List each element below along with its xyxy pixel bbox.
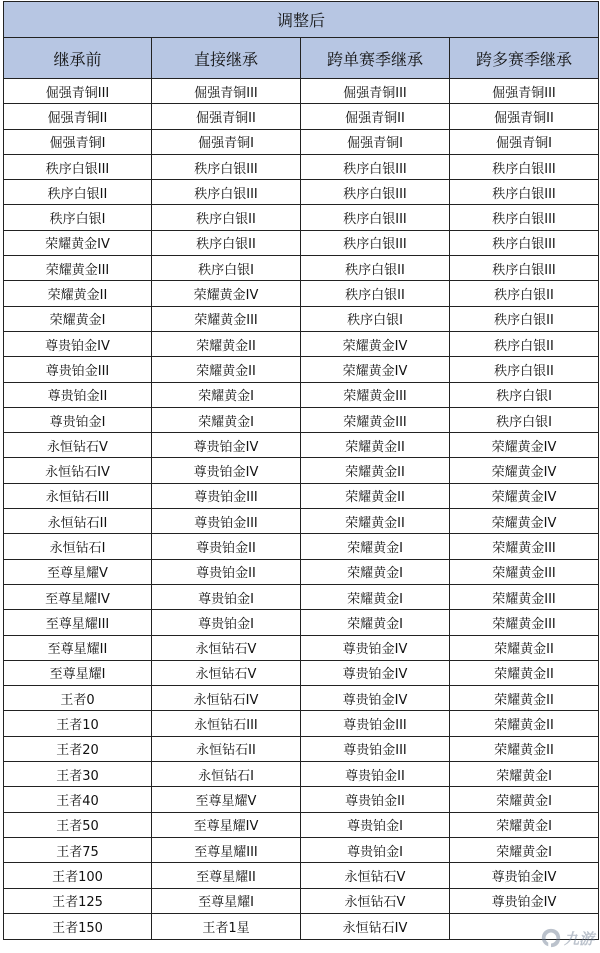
table-row: [4, 914, 598, 939]
table-cell: 永恒钻石III: [4, 484, 152, 508]
table-row: [4, 509, 598, 534]
table-cell: 秩序白银III: [4, 155, 152, 179]
table-cell: 至尊星耀II: [4, 636, 152, 660]
table-cell: 荣耀黄金II: [301, 509, 450, 533]
jiuyou-logo-icon: [540, 927, 562, 949]
table-cell: 荣耀黄金I: [152, 383, 301, 407]
table-cell: 秩序白银II: [494, 313, 554, 329]
table-row: [4, 256, 598, 281]
table-cell: 荣耀黄金IV: [4, 231, 152, 255]
table-cell: 荣耀黄金III: [492, 540, 556, 556]
table-cell: 尊贵铂金IV: [491, 895, 557, 911]
table-cell: 永恒钻石IV: [152, 686, 301, 710]
table-cell: 荣耀黄金II: [494, 667, 554, 683]
table-cell: 荣耀黄金IV: [301, 332, 450, 356]
table-cell: 永恒钻石III: [152, 711, 301, 735]
rank-inheritance-table: [3, 1, 599, 940]
table-cell: 秩序白银I: [496, 414, 552, 430]
table-cell: 尊贵铂金II: [152, 534, 301, 558]
table-cell: 秩序白银II: [494, 288, 554, 304]
table-cell: 秩序白银III: [492, 212, 556, 228]
table-cell: 永恒钻石V: [4, 433, 152, 457]
table-cell: 秩序白银III: [301, 231, 450, 255]
table-cell: 秩序白银I: [496, 389, 552, 405]
table-cell: 倔强青铜I: [152, 130, 301, 154]
table-cell: 荣耀黄金IV: [491, 515, 557, 531]
table-cell: 秩序白银III: [152, 180, 301, 204]
table-cell: 永恒钻石V: [301, 889, 450, 913]
table-cell: 秩序白银III: [301, 205, 450, 229]
table-row: [4, 787, 598, 812]
table-cell: 秩序白银II: [301, 256, 450, 280]
table-cell: 荣耀黄金II: [494, 718, 554, 734]
table-cell: 永恒钻石V: [152, 661, 301, 685]
table-cell: 荣耀黄金III: [492, 616, 556, 632]
table-row: [4, 661, 598, 686]
table-cell: 秩序白银III: [492, 237, 556, 253]
table-cell: 荣耀黄金II: [494, 642, 554, 658]
table-cell: 倔强青铜III: [492, 85, 556, 101]
table-row: [4, 180, 598, 205]
table-cell: 尊贵铂金I: [301, 838, 450, 862]
table-cell: 至尊星耀IV: [4, 585, 152, 609]
table-cell: 荣耀黄金III: [301, 383, 450, 407]
table-title: 调整后: [4, 2, 598, 38]
table-cell: 秩序白银III: [492, 186, 556, 202]
table-cell: 尊贵铂金IV: [152, 433, 301, 457]
table-cell: 荣耀黄金III: [4, 256, 152, 280]
table-cell: 荣耀黄金II: [152, 332, 301, 356]
table-cell: 秩序白银III: [492, 161, 556, 177]
table-cell: 永恒钻石II: [4, 509, 152, 533]
header-before-inheritance: 继承前: [4, 38, 152, 78]
table-cell: 倔强青铜II: [4, 104, 152, 128]
table-row: [4, 205, 598, 230]
table-cell: 荣耀黄金I: [301, 610, 450, 634]
table-cell: 至尊星耀I: [4, 661, 152, 685]
table-cell: 荣耀黄金III: [301, 408, 450, 432]
table-cell: 永恒钻石I: [152, 762, 301, 786]
table-cell: 王者75: [4, 838, 152, 862]
table-cell: 尊贵铂金III: [301, 737, 450, 761]
table-cell: 永恒钻石IV: [301, 914, 450, 939]
table-cell: 荣耀黄金II: [4, 281, 152, 305]
table-row: [4, 484, 598, 509]
watermark-text: 九游: [563, 929, 594, 948]
table-cell: 倔强青铜I: [4, 130, 152, 154]
table-cell: 秩序白银III: [301, 155, 450, 179]
table-cell: 荣耀黄金III: [152, 307, 301, 331]
header-cross-single-season: 跨单赛季继承: [301, 38, 450, 78]
table-cell: 尊贵铂金IV: [301, 661, 450, 685]
table-cell: 荣耀黄金IV: [491, 465, 557, 481]
table-cell: 荣耀黄金II: [301, 484, 450, 508]
table-cell: 荣耀黄金III: [492, 591, 556, 607]
table-cell: 尊贵铂金I: [152, 585, 301, 609]
table-row: [4, 357, 598, 382]
table-cell: 至尊星耀V: [4, 560, 152, 584]
table-cell: 永恒钻石II: [152, 737, 301, 761]
table-cell: 荣耀黄金I: [301, 560, 450, 584]
table-cell: 荣耀黄金IV: [152, 281, 301, 305]
table-cell: 至尊星耀III: [4, 610, 152, 634]
table-cell: 荣耀黄金II: [301, 433, 450, 457]
table-cell: 尊贵铂金IV: [152, 458, 301, 482]
table-row: [4, 307, 598, 332]
table-row: [4, 231, 598, 256]
table-cell: 王者1星: [152, 914, 301, 939]
table-row: [4, 104, 598, 129]
table-cell: 至尊星耀III: [152, 838, 301, 862]
table-row: [4, 458, 598, 483]
table-cell: 倔强青铜III: [152, 79, 301, 103]
table-cell: 秩序白银II: [494, 363, 554, 379]
table-cell: 永恒钻石V: [152, 636, 301, 660]
table-cell: 秩序白银II: [494, 338, 554, 354]
table-cell: 荣耀黄金IV: [491, 490, 557, 506]
table-cell: 尊贵铂金I: [152, 610, 301, 634]
table-cell: 尊贵铂金II: [152, 560, 301, 584]
table-cell: 荣耀黄金I: [301, 534, 450, 558]
table-cell: 尊贵铂金II: [301, 787, 450, 811]
table-cell: 王者40: [4, 787, 152, 811]
table-cell: 王者125: [4, 889, 152, 913]
table-cell: 倔强青铜II: [152, 104, 301, 128]
table-row: [4, 383, 598, 408]
table-row: [4, 560, 598, 585]
table-cell: 尊贵铂金IV: [4, 332, 152, 356]
table-cell: 荣耀黄金II: [494, 692, 554, 708]
table-cell: 倔强青铜III: [301, 79, 450, 103]
table-row: [4, 534, 598, 559]
table-cell: 荣耀黄金I: [301, 585, 450, 609]
table-cell: 至尊星耀II: [152, 863, 301, 887]
table-cell: 秩序白银I: [152, 256, 301, 280]
table-row: [4, 408, 598, 433]
table-cell: 尊贵铂金II: [4, 383, 152, 407]
table-cell: 倔强青铜I: [301, 130, 450, 154]
table-row: [4, 813, 598, 838]
table-row: [4, 281, 598, 306]
table-cell: 荣耀黄金I: [152, 408, 301, 432]
table-cell: 王者20: [4, 737, 152, 761]
table-cell: 秩序白银II: [301, 281, 450, 305]
table-cell: 至尊星耀I: [152, 889, 301, 913]
table-row: [4, 585, 598, 610]
table-cell: 荣耀黄金II: [152, 357, 301, 381]
header-direct-inheritance: 直接继承: [152, 38, 301, 78]
table-row: [4, 686, 598, 711]
table-cell: 尊贵铂金I: [301, 813, 450, 837]
table-cell: 荣耀黄金IV: [301, 357, 450, 381]
table-cell: 永恒钻石I: [4, 534, 152, 558]
table-cell: 尊贵铂金IV: [301, 686, 450, 710]
table-cell: 尊贵铂金III: [152, 509, 301, 533]
table-cell: 荣耀黄金II: [301, 458, 450, 482]
table-cell: 倔强青铜III: [4, 79, 152, 103]
table-cell: 秩序白银II: [4, 180, 152, 204]
table-row: [4, 130, 598, 155]
table-cell: 尊贵铂金III: [301, 711, 450, 735]
table-cell: 秩序白银III: [301, 180, 450, 204]
table-cell: 秩序白银III: [492, 262, 556, 278]
table-cell: 秩序白银I: [4, 205, 152, 229]
table-row: [4, 636, 598, 661]
table-row: [4, 889, 598, 914]
table-row: [4, 737, 598, 762]
table-row: [4, 155, 598, 180]
table-row: [4, 79, 598, 104]
table-row: [4, 332, 598, 357]
table-cell: 荣耀黄金IV: [491, 439, 557, 455]
table-cell: 尊贵铂金II: [301, 762, 450, 786]
header-cross-multi-season: 跨多赛季继承: [475, 49, 572, 69]
table-cell: 倔强青铜I: [496, 136, 552, 152]
table-cell: 尊贵铂金IV: [491, 869, 557, 885]
table-cell: 倔强青铜II: [494, 110, 554, 126]
table-cell: 倔强青铜II: [301, 104, 450, 128]
table-row: [4, 610, 598, 635]
table-cell: 永恒钻石IV: [4, 458, 152, 482]
table-cell: 尊贵铂金IV: [301, 636, 450, 660]
table-cell: 王者150: [4, 914, 152, 939]
table-row: [4, 711, 598, 736]
table-body: [4, 79, 598, 939]
table-cell: 尊贵铂金I: [4, 408, 152, 432]
table-cell: 王者100: [4, 863, 152, 887]
table-cell: 王者50: [4, 813, 152, 837]
table-cell: 王者30: [4, 762, 152, 786]
table-cell: 荣耀黄金I: [496, 819, 552, 835]
watermark: [540, 927, 594, 949]
table-cell: 尊贵铂金III: [152, 484, 301, 508]
table-cell: 秩序白银III: [152, 155, 301, 179]
table-cell: 荣耀黄金III: [492, 566, 556, 582]
table-row: [4, 863, 598, 888]
table-cell: 秩序白银II: [152, 205, 301, 229]
table-row: [4, 433, 598, 458]
table-cell: 荣耀黄金I: [496, 844, 552, 860]
table-header-row: [4, 38, 598, 79]
table-cell: 永恒钻石V: [301, 863, 450, 887]
table-cell: 秩序白银II: [152, 231, 301, 255]
table-cell: 秩序白银I: [301, 307, 450, 331]
table-row: [4, 762, 598, 787]
table-cell: 尊贵铂金III: [4, 357, 152, 381]
table-cell: 王者0: [4, 686, 152, 710]
table-cell: 荣耀黄金I: [496, 793, 552, 809]
table-cell: 至尊星耀V: [152, 787, 301, 811]
table-row: [4, 838, 598, 863]
table-cell: 荣耀黄金II: [494, 743, 554, 759]
table-cell: 荣耀黄金I: [496, 768, 552, 784]
table-cell: 荣耀黄金I: [4, 307, 152, 331]
table-cell: 至尊星耀IV: [152, 813, 301, 837]
table-cell: 王者10: [4, 711, 152, 735]
